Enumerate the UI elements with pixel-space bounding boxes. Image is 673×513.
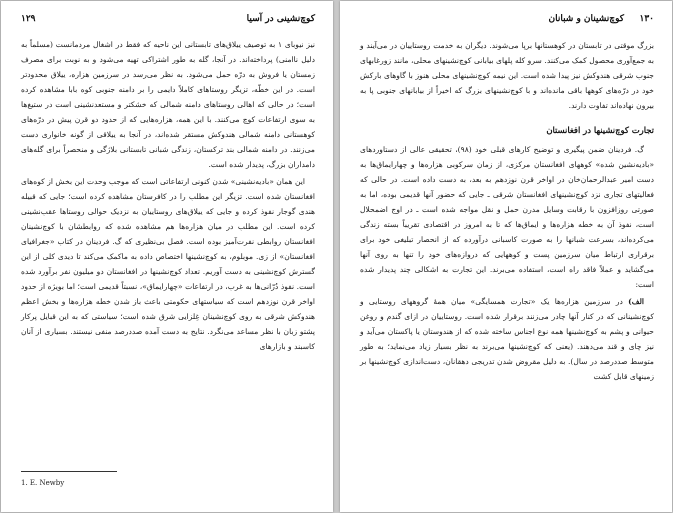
footnote: 1. E. Newby [21, 479, 65, 487]
left-page [1, 1, 333, 512]
section-heading: تجارت کوچ‌نشینها در افغانستان [546, 125, 654, 135]
paragraph [360, 294, 654, 384]
paragraph: بزرگ موقتی در تابستان در کوهستانها برپا می‌شوند. دیگران به خدمت روستاییان در می‌آیند و به جمع‌آوری محصول کمک می‌کنند. سرو کله پلهای بیابانی کوچ‌نشینهای محلی، مانند زورغابهای جنوب شرقی هندوکش نیز پیدا شده است. این نیمه کوچ‌نشینهای محلی هنوز با گاوهای بارکش خود در درّه‌های کوهها باقی مانده‌اند و با کوچ‌نشینهای بزرگ که اخیراً از بیابانهای جنوبی پا به بیرون نهاده‌اند تفاوت دارند. [360, 41, 654, 110]
paragraph: این همان «بادیه‌نشینی» شدن کنونی ارتفاعاتی است که موجب وحدت این بخش از کوه‌های افغانستان شده است. تزیگر این مطلب را در کافرستان مشاهده کرده است؛ جایی که قبیله هندی گوجار نفوذ کرده و جایی که ییلاق‌های روستاییان به نزدیک حوالی روستاها عقب‌نشینی کرده است. این مطلب در میان هزاره‌ها هم مشاهده شده که روابطشان با کوچ‌نشینان افغانستان روابطی نفرت‌آمیز بوده است. فصل بی‌نظیری که گ. فردینان در کتاب «جغرافیای افغانستان» از زی. موبلوم، به کوچ‌نشینها اختصاص داده به ماکمک می‌کند تا دیدی کلی از این گسترش کوچ‌نشینی به دست آوریم. تعداد کوچ‌نشینها در افغانستان دو میلیون نفر برآورد شده است. نفوذ دُرّانی‌ها به غرب، در ارتفاعات «چهارایماق»، نسبتاً قدیمی است؛ اما بویژه از حدود اواخر قرن نوزدهم است که سیاستهای حکومتی باعث باز شدن خطه هزاره‌ها و بخش اعظم هندوکش شرقی به روی کوچ‌نشینان غِلزایی شرق شده است؛ سیاستی که به این قبایل پرکار پشتو زبان با نظر مساعد می‌نگرد. نتایج به دست آمده صددرصد منفی نیستند. بسیاری از آنان کاسبند و بازارهای [21, 177, 315, 351]
inline-subheading: الف) [628, 297, 644, 306]
paragraph: نیز نیوبای ۱ به توصیف ییلاق‌های تابستانی این ناحیه که فقط در اشغال مردمانست (مسلماً به دلیل ناامنی) پرداخته‌اند. در آنجا، گله به طور اشتراکی تهیه می‌شود و به نوبت برای مصرف زمستان یا فروش به درّه حمل می‌شود. به نظر می‌رسد در سرزمین هزاره، ییلاق محدودتر است. در این خطّه، تزیگر روستاهای کاملاً دایمی را بر دامنه جنوبی کوه بابا مشاهده کرده است؛ در حالی که اهالی روستاهای دامنه شمالی که خشکتر و مستعدنشینی است در ستیغ‌ها به سوی ارتفاعات کوچ می‌کنند. با این همه، هزاره‌هایی که از حدود دو قرن پیش در درّه‌های کوهستانی دامنه شمالی هندوکش مستقر شده‌اند، در آنجا به ییلاقی از گونه خانواری دست می‌زنند. در دامنه شمالی بند ترکستان، زندگی شبانی تابستانی بلاژگی و منحصراً برای گله‌های دامداران بزرگ، پدیدار شده است. [21, 40, 315, 169]
page-number: ۱۲۹ [21, 14, 36, 24]
right-page-body [360, 38, 654, 386]
running-title: کوچ‌نشینی در آسیا [246, 14, 315, 24]
running-title: کوچ‌نشینان و شبانان [548, 14, 624, 24]
left-page-header [21, 14, 315, 28]
left-page-body [21, 37, 315, 356]
footnote-divider [21, 471, 117, 472]
right-page [340, 1, 672, 512]
paragraph-text: در سرزمین هزاره‌ها یک «تجارت همسایگی» میان همهٔ گروههای روستایی و کوچ‌نشینانی که در کنار آنها چادر می‌زنند برقرار شده است. روستاییان در ازای گندم و روغن حیوانی و پشم به کوچ‌نشینها همه نوع اجناس ساخته شده که از هندوستان یا پاکستان می‌آید و نیز چای و قند می‌دهند. (یعنی که کوچ‌نشینها می‌برند به نظر بسیار زیاد می‌نماید؛ به طور متوسط صددرصد در سال). به دلیل مقروض شدن تدریجی دهقانان، دست‌اندازی کوچ‌نشینها بر زمینهای قابل کشت [360, 297, 654, 381]
right-page-header [360, 14, 654, 28]
paragraph: گ. فردینان ضمن پیگیری و توضیح کارهای قبلی خود (۹۸)، تحقیقی عالی از دستاوردهای «بادیه‌نشین شده» کوههای افغانستان مرکزی، از زمان سرکوبی هزاره‌ها و چهارایماق‌ها به دست امیر عبدالرحمان‌خان در اواخر قرن نوزدهم به بعد، به دست داده است. در حالی که فعالیتهای تجاری نزد کوچ‌نشینهای افغانستان شرقی ـ جایی که حضور آنها قدیمی بوده، اما به صورتی روزافزون با رقابت وسایل مدرن حمل و نقل مواجه شده است ـ در اوج اضمحلال است، نفوذ آن به خطه هزاره‌ها و ایماق‌ها که تا به امروز در اقتصادی تقریباً بسته زندگی می‌کرده‌اند، بسرعت شبانها را به صورت کاسبانی درآورده که از انحصار تبلیغی خود برای برقراری ارتباط میان سرزمین پست و کوههایی که دروازه‌های خود را تنها به روی آنها می‌گشاید و عملاً فاقد راه است، استفاده می‌برند. این تجارت به اشکالی چند پدیدار شده است: [360, 145, 654, 289]
page-number: ۱۳۰ [639, 14, 654, 24]
